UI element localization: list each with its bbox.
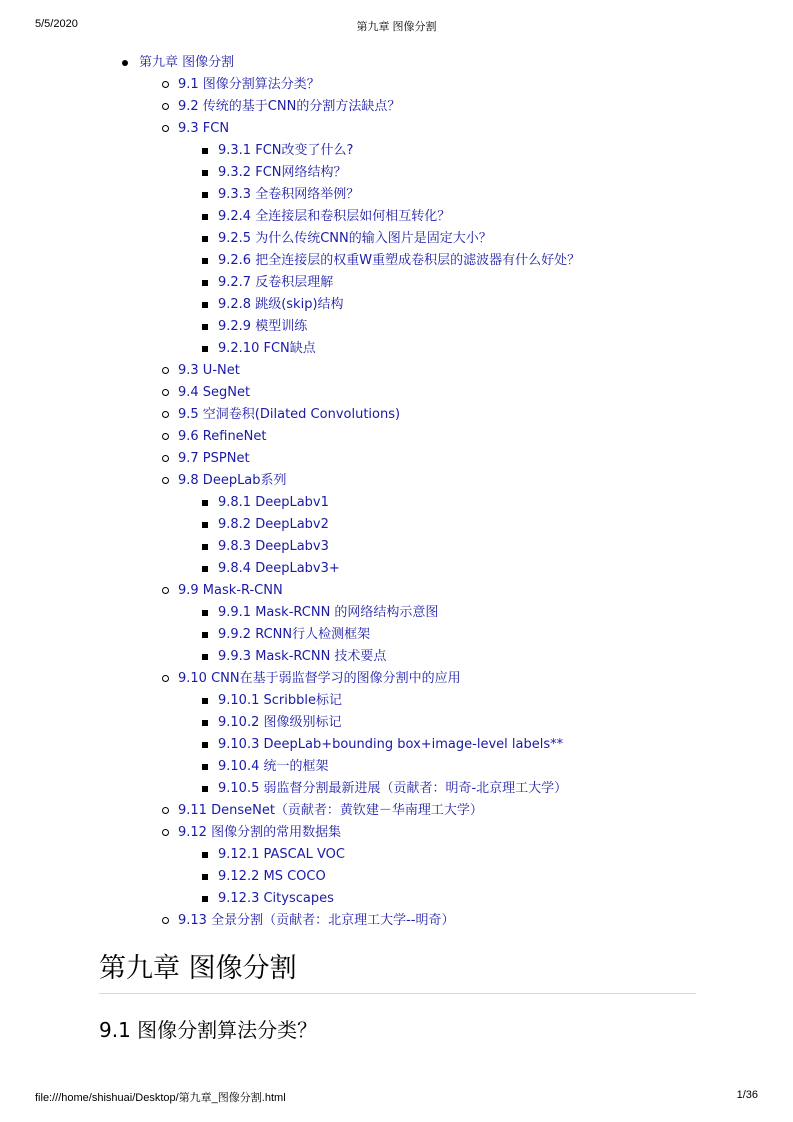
toc-subsection-item xyxy=(0,712,793,734)
toc-subsection-link[interactable]: 9.2.4 全连接层和卷积层如何相互转化？ xyxy=(218,209,451,224)
toc-subsection-item xyxy=(0,206,793,228)
toc-section-link[interactable]: 9.10 CNN在基于弱监督学习的图像分割中的应用 xyxy=(178,671,461,686)
toc-subsection-item xyxy=(0,888,793,910)
toc-subsection-item xyxy=(0,316,793,338)
toc-section-link[interactable]: 9.13 全景分割（贡献者：北京理工大学--明奇） xyxy=(178,913,455,928)
toc-section-item xyxy=(0,74,793,96)
toc-section-item xyxy=(0,360,793,382)
toc-subsection-link[interactable]: 9.2.7 反卷积层理解 xyxy=(218,275,334,290)
toc-subsection-link[interactable]: 9.2.8 跳级(skip)结构 xyxy=(218,297,344,312)
toc-section-link[interactable]: 9.5 空洞卷积(Dilated Convolutions) xyxy=(178,407,401,422)
toc-subsection-link[interactable]: 9.8.4 DeepLabv3+ xyxy=(218,561,340,576)
toc-subsection-item xyxy=(0,514,793,536)
toc-subsection-item xyxy=(0,536,793,558)
page-number: 1/36 xyxy=(736,1089,758,1101)
toc-subsection-link[interactable]: 9.3.3 全卷积网络举例？ xyxy=(218,187,360,202)
toc-subsection-item xyxy=(0,338,793,360)
toc-subsection-link[interactable]: 9.12.1 PASCAL VOC xyxy=(218,847,345,862)
toc-subsection-link[interactable]: 9.10.1 Scribble标记 xyxy=(218,693,342,708)
print-url: file:///home/shishuai/Desktop/第九章_图像分割.html xyxy=(35,1092,286,1104)
section-heading: 9.1 图像分割算法分类？ xyxy=(99,1018,318,1042)
toc-subsection-link[interactable]: 9.10.3 DeepLab+bounding box+image-level labels** xyxy=(218,737,564,752)
toc-section-item xyxy=(0,404,793,426)
toc-section-item xyxy=(0,800,793,822)
toc-subsection-item xyxy=(0,492,793,514)
toc-section-item xyxy=(0,470,793,580)
toc-section-item xyxy=(0,822,793,910)
toc-subsection-link[interactable]: 9.3.1 FCN改变了什么? xyxy=(218,143,354,158)
toc-subsection-item xyxy=(0,690,793,712)
toc-subsection-item xyxy=(0,294,793,316)
toc-subsections xyxy=(0,690,793,800)
toc-subsection-link[interactable]: 9.8.1 DeepLabv1 xyxy=(218,495,329,510)
toc-subsection-link[interactable]: 9.2.6 把全连接层的权重W重塑成卷积层的滤波器有什么好处？ xyxy=(218,253,581,268)
toc-section-link[interactable]: 9.1 图像分割算法分类？ xyxy=(178,77,320,92)
toc-subsection-link[interactable]: 9.12.3 Cityscapes xyxy=(218,891,334,906)
toc-subsection-link[interactable]: 9.12.2 MS COCO xyxy=(218,869,326,884)
toc-section-link[interactable]: 9.7 PSPNet xyxy=(178,451,250,466)
toc-sections xyxy=(0,74,793,932)
toc-subsection-link[interactable]: 9.8.3 DeepLabv3 xyxy=(218,539,329,554)
toc-subsection-link[interactable]: 9.8.2 DeepLabv2 xyxy=(218,517,329,532)
toc-subsections xyxy=(0,844,793,910)
toc-section-link[interactable]: 9.11 DenseNet（贡献者：黄钦建－华南理工大学） xyxy=(178,803,483,818)
chapter-heading: 第九章 图像分割 xyxy=(99,949,696,994)
toc-section-item xyxy=(0,118,793,360)
toc-subsection-link[interactable]: 9.9.2 RCNN行人检测框架 xyxy=(218,627,371,642)
toc-subsection-item xyxy=(0,624,793,646)
toc-section-item xyxy=(0,448,793,470)
toc-section-link[interactable]: 9.9 Mask-R-CNN xyxy=(178,583,283,598)
toc-subsection-link[interactable]: 9.2.10 FCN缺点 xyxy=(218,341,316,356)
toc-section-item xyxy=(0,580,793,668)
toc-subsection-link[interactable]: 9.2.9 模型训练 xyxy=(218,319,308,334)
toc-subsection-item xyxy=(0,778,793,800)
toc-subsection-link[interactable]: 9.9.1 Mask-RCNN 的网络结构示意图 xyxy=(218,605,439,620)
toc-section-link[interactable]: 9.4 SegNet xyxy=(178,385,251,400)
print-title: 第九章 图像分割 xyxy=(356,21,437,33)
toc-section-item xyxy=(0,382,793,404)
toc-section-item xyxy=(0,96,793,118)
toc-subsection-link[interactable]: 9.10.4 统一的框架 xyxy=(218,759,329,774)
toc-section-link[interactable]: 9.6 RefineNet xyxy=(178,429,267,444)
toc-subsections xyxy=(0,602,793,668)
toc-subsection-item xyxy=(0,184,793,206)
toc-subsection-item xyxy=(0,228,793,250)
toc-section-link[interactable]: 9.8 DeepLab系列 xyxy=(178,473,287,488)
toc-subsection-item xyxy=(0,140,793,162)
toc-section-link[interactable]: 9.2 传统的基于CNN的分割方法缺点？ xyxy=(178,99,401,114)
toc-subsection-item xyxy=(0,844,793,866)
toc-section-item xyxy=(0,668,793,800)
toc-subsection-item xyxy=(0,558,793,580)
toc-root-link[interactable]: 第九章 图像分割 xyxy=(139,55,235,70)
toc-subsection-item xyxy=(0,646,793,668)
toc-subsection-item xyxy=(0,602,793,624)
toc-section-item xyxy=(0,426,793,448)
toc-root-item xyxy=(0,52,793,932)
print-footer xyxy=(0,1089,793,1105)
toc-section-link[interactable]: 9.3 U-Net xyxy=(178,363,240,378)
toc-section-link[interactable]: 9.3 FCN xyxy=(178,121,230,136)
toc-subsection-item xyxy=(0,272,793,294)
toc-subsection-link[interactable]: 9.2.5 为什么传统CNN的输入图片是固定大小？ xyxy=(218,231,492,246)
toc-subsection-item xyxy=(0,866,793,888)
print-date: 5/5/2020 xyxy=(35,18,78,30)
toc-subsection-link[interactable]: 9.3.2 FCN网络结构？ xyxy=(218,165,347,180)
toc-subsection-item xyxy=(0,250,793,272)
toc-section-item xyxy=(0,910,793,932)
toc-subsection-item xyxy=(0,162,793,184)
table-of-contents xyxy=(0,52,793,932)
toc-subsection-link[interactable]: 9.10.5 弱监督分割最新进展（贡献者：明奇-北京理工大学） xyxy=(218,781,568,796)
toc-subsections xyxy=(0,140,793,360)
toc-subsections xyxy=(0,492,793,580)
toc-subsection-item xyxy=(0,756,793,778)
toc-subsection-link[interactable]: 9.9.3 Mask-RCNN 技术要点 xyxy=(218,649,387,664)
toc-subsection-link[interactable]: 9.10.2 图像级别标记 xyxy=(218,715,342,730)
toc-section-link[interactable]: 9.12 图像分割的常用数据集 xyxy=(178,825,342,840)
print-header xyxy=(0,18,793,34)
toc-subsection-item xyxy=(0,734,793,756)
